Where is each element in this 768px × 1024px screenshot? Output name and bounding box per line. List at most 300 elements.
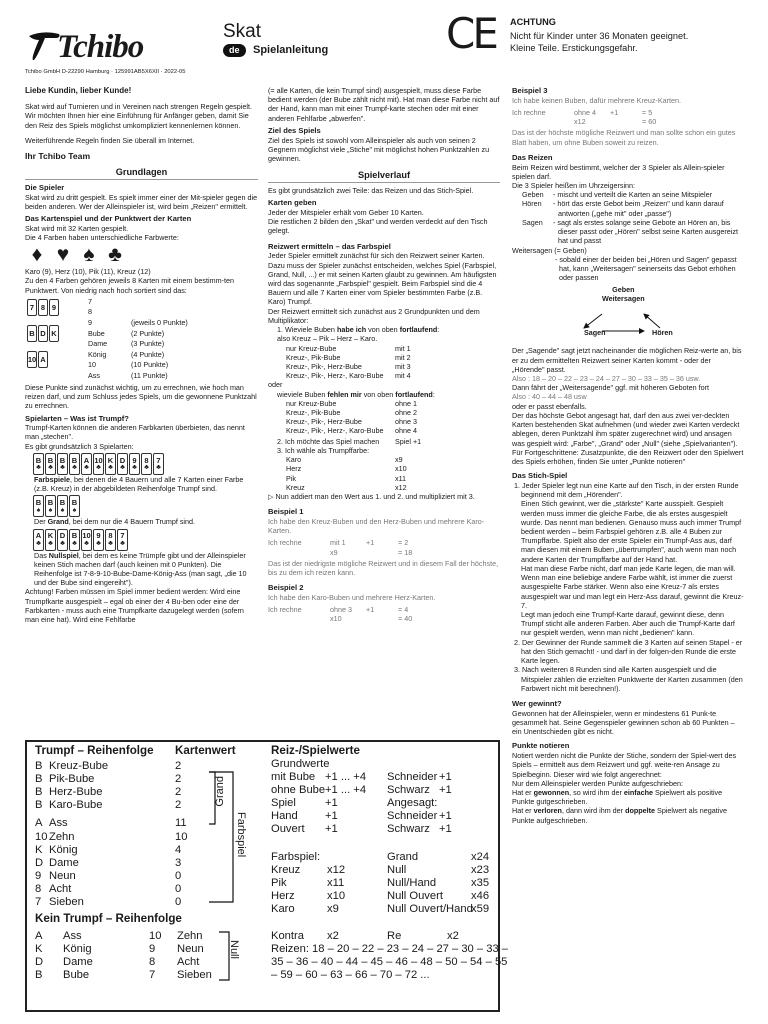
- card: [45, 495, 56, 517]
- heading-karten: Das Kartenspiel und der Punktwert der Karten: [25, 214, 192, 224]
- rank-card-points: (11 Punkte): [131, 371, 168, 380]
- heading-gewinnt: Wer gewinnt?: [512, 698, 562, 708]
- text-spieler: Skat wird zu dritt gespielt. Es spielt immer einer der Mit-spieler gegen die beiden anderen. Wer der Alleinspieler ist, wird beim „Reizen" ermittelt.: [25, 192, 258, 211]
- spiel-label-2: Null/Hand: [387, 877, 437, 890]
- card-rank: B: [59, 455, 66, 465]
- row-label: Kreuz-, Pik-, Herz-Bube: [286, 417, 362, 427]
- zusatz-value: +1: [439, 823, 452, 836]
- zusatz-label: Schneider: [387, 771, 438, 783]
- beispiel-1-calc-2: x9 = 18: [330, 547, 413, 557]
- farb-cards: [33, 453, 258, 475]
- nur-text: Nur dem Alleinspieler werden Punkte aufgeschrieben:: [512, 778, 684, 788]
- trumpf-name: Zehn: [49, 830, 75, 843]
- grundwerte-label: Grundwerte: [271, 758, 330, 770]
- beispiel-1-note: Das ist der niedrigste mögliche Reizwert und in diesem Fall der höchste, bis zu dem ich reizen kann.: [268, 558, 499, 578]
- club-icon: ♠: [72, 506, 77, 514]
- zusatz-value: +1: [439, 784, 452, 797]
- weitersagen-desc: - sobald einer der beiden bei „Hören und Sagen" gepasst hat, kann „Weitersagen" seinerseits das Gebot erhöhen oder passen: [555, 254, 737, 283]
- rank-row: [88, 350, 253, 361]
- card: [117, 453, 128, 475]
- grand-text: Der Grand, bei dem nur die 4 Bauern Trumpf sind.: [34, 517, 196, 527]
- warning-line-1: Nicht für Kinder unter 36 Monaten geeignet.: [510, 31, 689, 41]
- spiel-multiplier-2: x35: [471, 877, 490, 890]
- trumpf-value: 3: [175, 856, 182, 869]
- card: [33, 495, 44, 517]
- club-icon: ♠: [48, 506, 53, 514]
- beispiel-2-text: Ich habe den Karo-Buben und mehrere Herz-Karten.: [268, 592, 436, 602]
- kein-name-2: Acht: [177, 956, 200, 969]
- text-karten-1: Skat wird mit 32 Karten gespielt.: [25, 223, 129, 233]
- stich-1b: Einen Stich gewinnt, wer die „stärkste" Karte ausspielt. Gespielt werden muss immer die gleiche Farbe, die als erstes ausgespielt wurde. Das nennt man bedienen. Genauso muss auch immer Trumpf bedient werden – beim Farbspiel gehören z.B. alle 4 Buben zur Trumpffarbe. Spielt also der erste Spieler ein Trumpf-Ass aus, darf man diesen mit einem Buben „übertrumpfen", auch wenn man noch andere Karten der Trumpffarbe auf der Hand hat.: [521, 499, 742, 564]
- rank-row: [88, 318, 253, 329]
- rank-rows: [88, 297, 253, 382]
- sagende-text: Der „Sagende" sagt jetzt nacheinander die möglichen Reiz-werte an, bis er zu dem ermittelten Reizwert seiner Karten kommt - oder der „Hörende" passt.: [512, 346, 742, 374]
- trumpf-value: 0: [175, 896, 182, 908]
- trumpf-value: 4: [175, 843, 182, 856]
- card: [45, 453, 56, 475]
- weitersagen-label: Weitersagen (= Geben): [512, 245, 587, 255]
- intro-text: Skat wird auf Turnieren und in Vereinen nach strengen Regeln gespielt. Wir möchten Ihnen hier eine Einführung für Anfänger geben, damit Sie den Reiz des Spiels möglichst umkompliziert kennenlernen können.: [25, 102, 252, 130]
- kein-name: Dame: [63, 956, 93, 969]
- row-label: Kreuz-, Pik-, Herz-, Karo-Bube: [286, 371, 384, 381]
- beispiel-3-calc-2: x12 = 60: [574, 117, 657, 127]
- card-rank: 8: [108, 531, 113, 541]
- page-subtitle: Spielanleitung: [253, 44, 329, 56]
- card-rank: B: [71, 498, 78, 508]
- card-9: 9: [49, 299, 59, 316]
- spiel-label: Herz: [271, 890, 295, 903]
- addition-note: ▷ Nun addiert man den Wert aus 1. und 2. und multipliziert mit 3.: [268, 492, 475, 502]
- table-row: [268, 408, 500, 417]
- trumpf-letter: B: [35, 786, 43, 799]
- row-label: nur Kreuz-Bube: [286, 343, 337, 353]
- card-8: 8: [38, 299, 48, 316]
- ce-mark-icon: CE: [446, 9, 496, 58]
- text-karten-2: Die 4 Farben haben unterschiedliche Farbwerte:: [25, 232, 179, 242]
- spiel-multiplier: x9: [327, 903, 339, 916]
- spade-icon: ♠: [83, 243, 95, 267]
- imprint: Tchibo GmbH D-22290 Hamburg · 125991AB5X6XII · 2022-05: [25, 69, 186, 75]
- card-rank: 10: [94, 455, 103, 465]
- row-value: ohne 1: [395, 398, 417, 408]
- rank-card-points: (2 Punkte): [131, 328, 165, 338]
- beispiel-2-calc: Ich rechne ohne 3 +1 = 4: [268, 605, 409, 615]
- rank-card-points: (3 Punkte): [131, 339, 165, 349]
- trumpf-value: 2: [175, 786, 182, 799]
- heading-trumpf: Spielarten – Was ist Trumpf?: [25, 413, 129, 423]
- card: [93, 453, 104, 475]
- beispiel-3-heading: Beispiel 3: [512, 86, 548, 95]
- club-icon: ♣: [132, 464, 137, 472]
- role-name: Sagen: [522, 217, 543, 227]
- summary-box: Trumpf – Reihenfolge Kartenwert Reiz-/Spielwerte B Kreuz-Bube 2 B Pik-Bube 2 B Herz-Bube 2 B Karo-Bube 2 A Ass 11 10 Zehn 10 K König 4 D Dame 3 9 Neun 0 8 Acht 0 7 Sieben 0 Grand Farbspiel Kein Trumpf – Reihenfolge A Ass 10 Zehn K König 9 Neun D Dame 8 Acht B Bube 7 Sieben Null Grundwerte mit Bube +1 ... +4 Schneider +1 ohne Bube +1 ... +4 Schwarz +1 Spiel +1 Angesagt: Hand +1 Schneider +1 Ouvert +1 Schwarz +1 Farbspiel: Grand x24 Kreuz x12 Null x23 Pik x11 Null/Hand x35 Herz x10 Null Ouvert x46 Karo x9 Null Ouvert/Hand x59 Kontra x2 Re x2 Reizen: 18 – 20 – 22 – 23 – 24 – 27 – 30 – 33 – 35 – 36 – 40 – 44 – 45 – 46 – 48 – 50 – 54 – 55 – 59 – 60 – 63 – 66 – 70 – 72 ...: [25, 740, 500, 1012]
- trumpf-value: 10: [175, 830, 188, 843]
- page-title: Skat: [223, 21, 262, 42]
- row-value: x9: [395, 455, 403, 465]
- more-rules-text: Weiterführende Regeln finden Sie überall im Internet.: [25, 135, 195, 145]
- heading-ziel: Ziel des Spiels: [268, 125, 321, 135]
- card-rank: D: [119, 455, 126, 465]
- table-row: [268, 362, 500, 371]
- kein-letter: B: [35, 969, 43, 982]
- card-ass: A: [38, 351, 48, 368]
- trumpf-name: König: [49, 843, 78, 856]
- row-value: mit 2: [395, 352, 411, 362]
- table-row: [268, 426, 500, 435]
- role-desc: - mischt und verteilt die Karten an seine Mitspieler: [553, 190, 712, 200]
- stich-1d: Legt man jedoch eine Trumpf-Karte darauf, gewinnt diese, denn Trumpf sticht alle anderen Farben. Aber auch die Trumpf-Karte darf nur gespielt werden, wenn man nicht „bedienen" kann.: [521, 610, 735, 638]
- row-label: Kreuz: [286, 482, 305, 492]
- rank-row: [88, 297, 253, 308]
- ohne-heading: wieviele Buben fehlen mir von oben fortlaufend:: [277, 389, 435, 399]
- zusatz-label: Angesagt:: [387, 797, 438, 810]
- trumpf-letter: 8: [35, 882, 42, 895]
- row-label: Kreuz-, Pik-, Herz-, Karo-Bube: [286, 426, 384, 436]
- role-desc: - hört das erste Gebot beim „Reizen" und kann darauf antworten („gehe mit" oder „passe"): [553, 199, 724, 218]
- card-rank: K: [107, 455, 114, 465]
- card-rank: B: [35, 498, 42, 508]
- diagram-sagen: Sagen: [584, 328, 606, 338]
- table-row: [268, 417, 500, 426]
- role-name: Geben: [522, 190, 544, 200]
- spiel-multiplier-2: x59: [471, 903, 490, 916]
- club-icon: ♣: [48, 464, 53, 472]
- diamond-icon: ♦: [31, 243, 43, 267]
- reizwert-text-1: Jeder Spieler ermittelt zunächst für sich den Reizwert seiner Karten. Dazu muss der Spieler zunächst entscheiden, welches Spiel (Farbspiel, Grand, Null, ...) er mit seinen Karten glaubt zu gewinnen. Am häufigsten wird das sogenannte „Farbspiel" gespielt. Beim Farbspiel sind die 4 Bauern und alle 7 Karten einer vom Spieler bestimmten Farbe (z.B. Karo) Trumpf.: [268, 251, 497, 307]
- card-rank: 9: [132, 455, 137, 465]
- club-icon: ♠: [36, 506, 41, 514]
- club-icon: ♣: [72, 539, 77, 547]
- card: [69, 453, 80, 475]
- trumpf-letter: B: [35, 799, 43, 812]
- box-heading-wert: Kartenwert: [175, 744, 236, 757]
- spiel-label: Karo: [271, 903, 295, 916]
- trumpf-letter: A: [35, 817, 43, 830]
- beispiel-3-calc: Ich rechne ohne 4 +1 = 5: [512, 107, 653, 117]
- table-row: [268, 399, 500, 408]
- card-dame: D: [38, 325, 48, 342]
- card-rank: B: [47, 498, 54, 508]
- card: [81, 529, 92, 551]
- mit-heading: 1. Wieviele Buben habe ich von oben fortlaufend:: [277, 325, 440, 335]
- grundwert-label: Spiel: [271, 797, 296, 810]
- zusatz-label: Schneider: [387, 810, 438, 823]
- kein-name-2: Zehn: [177, 930, 203, 942]
- grundwert-value: +1: [325, 823, 338, 836]
- kein-letter-2: 7: [149, 969, 156, 982]
- card: [105, 453, 116, 475]
- club-icon: ♠: [60, 506, 65, 514]
- null-cards: [33, 529, 258, 551]
- farbspiel-vertical-label: Farbspiel: [235, 812, 248, 858]
- kein-name: Bube: [63, 969, 90, 982]
- rank-card-points: (jeweils 0 Punkte): [131, 318, 188, 328]
- null-text: Das Nullspiel, bei dem es keine Trümpfe gibt und der Alleinspieler keinen Stich machen darf (auch keinen mit 0 Punkten). Die Reihenfolge ist 7-8-9-10-Bube-Dame-König-Ass (man sagt, „die 10 und der Bube sind eingereiht").: [34, 550, 247, 588]
- card: [33, 453, 44, 475]
- club-icon: ♣: [156, 464, 161, 472]
- kein-name: Ass: [63, 930, 82, 942]
- spiel-label-2: Grand: [387, 851, 419, 863]
- row-label: nur Kreuz-Bube: [286, 398, 337, 408]
- grundwert-value: +1 ... +4: [325, 784, 367, 797]
- club-icon: ♣: [60, 539, 65, 547]
- card-rank: 7: [120, 531, 125, 541]
- trumpf-name: Dame: [49, 856, 79, 869]
- reizen-line-1: Reizen: 18 – 20 – 22 – 23 – 24 – 27 – 30 – 33 –: [271, 943, 508, 955]
- rank-cards: [27, 299, 77, 368]
- geben-text-1: Jeder der Mitspieler erhält vom Geber 10 Karten.: [268, 207, 424, 217]
- spiel-label: Pik: [271, 877, 287, 890]
- trumpf-name: Herz-Bube: [49, 786, 103, 799]
- column-1: [25, 86, 258, 738]
- club-icon: ♣: [84, 539, 89, 547]
- also-1: Also : 18 – 20 – 22 – 23 – 24 – 27 – 30 – 33 – 35 – 36 usw.: [512, 374, 701, 384]
- rank-card-name: Dame: [88, 339, 108, 349]
- role-row: [512, 218, 744, 246]
- card-rank: 10: [82, 531, 91, 541]
- grundwert-label: Ouvert: [271, 823, 305, 836]
- club-icon: ♣: [108, 243, 122, 267]
- grundwert-label: mit Bube: [271, 771, 316, 783]
- club-icon: ♣: [48, 539, 53, 547]
- row-value: x12: [395, 482, 407, 492]
- reizen-line-2: 35 – 36 – 40 – 44 – 45 – 46 – 48 – 50 – 54 – 55: [271, 956, 508, 968]
- trumpf-letter: K: [35, 843, 43, 856]
- mit-example: also Kreuz – Pik – Herz – Karo.: [277, 334, 378, 344]
- rank-row: [88, 360, 253, 371]
- table-row: [268, 371, 500, 380]
- spiel-label-2: Null Ouvert: [387, 890, 443, 903]
- rank-card-name: Ass: [88, 371, 100, 380]
- trumpf-letter: B: [35, 773, 43, 786]
- brand-name: Tchibo: [57, 29, 144, 65]
- spiel-label: Farbspiel:: [271, 851, 321, 863]
- brand-logo: [25, 24, 195, 64]
- heading-geben: Karten geben: [268, 198, 317, 208]
- trumpf-name: Pik-Bube: [49, 773, 95, 786]
- rank-card-name: 10: [88, 360, 96, 370]
- trumpf-value: 2: [175, 799, 182, 812]
- stich-1c: Hat man diese Farbe nicht, darf man jede Karte legen, die man will. Wenn man eine beliebige andere Farbe wählt, ist immer die zuerst ausgespielte Farbe stärker. Wenn also eine Kreuz-7 als erstes ausgespielt war und man legt ein Herz-Ass darauf, gewinnt die Kreuz-7.: [521, 563, 744, 610]
- spiel-label-2: Null Ouvert/Hand: [387, 903, 473, 916]
- trumpf-value: 2: [175, 760, 182, 772]
- beispiel-2-calc-2: x10 = 40: [330, 614, 413, 624]
- section-spielverlauf: Spielverlauf: [268, 170, 500, 183]
- trumpffarbe-rows: [268, 455, 500, 492]
- diagram-geben: Geben Weitersagen: [602, 285, 645, 304]
- mit-rows: [268, 344, 500, 381]
- table-row: [268, 474, 500, 483]
- column-3: [512, 86, 744, 1024]
- row-value: ohne 3: [395, 417, 417, 427]
- heading-reizwert: Reizwert ermitteln – das Farbspiel: [268, 241, 391, 251]
- reiz-diagram: [512, 284, 744, 342]
- reizen-text-2: Die 3 Spieler heißen im Uhrzeigersinn:: [512, 180, 636, 190]
- role-row: [512, 199, 744, 217]
- oder-label: oder: [268, 380, 283, 390]
- row-value: x11: [395, 473, 407, 483]
- row-label: Pik: [286, 473, 296, 483]
- notieren-text: Notiert werden nicht die Punkte der Stiche, sondern der Spiel-wert des Spiels – ermittelt aus dem Reizwert und ggf. weite-ren Ansage zu Spielbeginn. Dieser wird wie folgt angerechnet:: [512, 751, 737, 779]
- box-heading-kein: Kein Trumpf – Reihenfolge: [35, 912, 182, 925]
- beispiel-2-heading: Beispiel 2: [268, 583, 304, 593]
- trumpf-text-2: Es gibt grundsätzlich 3 Spielarten:: [25, 441, 134, 451]
- card-rank: A: [35, 531, 42, 541]
- club-icon: ♣: [108, 464, 113, 472]
- ranking-text: Zu den 4 Farben gehören jeweils 8 Karten mit einem bestimm-ten Punktwert. Von niedrig nach hoch sortiert sind das:: [25, 276, 234, 295]
- passt-text: oder er passt ebenfalls.: [512, 401, 587, 411]
- card-rank: B: [35, 455, 42, 465]
- kein-letter: K: [35, 943, 43, 956]
- card: [141, 453, 152, 475]
- beispiel-1-text: Ich habe den Kreuz-Buben und den Herz-Buben und mehrere Karo-Karten.: [268, 516, 485, 536]
- club-icon: ♣: [72, 464, 77, 472]
- verlauf-text: Es gibt grundsätzlich zwei Teile: das Reizen und das Stich-Spiel.: [268, 186, 474, 196]
- club-icon: ♣: [96, 539, 101, 547]
- rank-row: [88, 307, 253, 318]
- table-row: [268, 483, 500, 492]
- warning-title: ACHTUNG: [510, 17, 556, 27]
- trumpf-letter: 9: [35, 869, 42, 882]
- grundwert-value: +1 ... +4: [325, 771, 367, 783]
- trumpf-letter: 7: [35, 896, 42, 908]
- kein-letter-2: 10: [149, 930, 162, 942]
- trumpf-text-1: Trumpf-Karten können die anderen Farbkarten überbieten, das nennt man „stechen".: [25, 423, 245, 442]
- card: [117, 529, 128, 551]
- card: [69, 495, 80, 517]
- verloren-text: Hat er verloren, dann wird ihm der doppelte Spielwert als negative Punkte aufgeschrieben.: [512, 806, 727, 825]
- card: [105, 529, 116, 551]
- table-row: [268, 344, 500, 353]
- card: [33, 529, 44, 551]
- card-rank: 9: [96, 531, 101, 541]
- club-icon: ♣: [60, 464, 65, 472]
- heading-spieler: Die Spieler: [25, 182, 65, 192]
- club-icon: ♣: [36, 464, 41, 472]
- gewonnen-text: Hat er gewonnen, so wird ihm der einfache Spielwert als positive Punkte gutgeschrieben.: [512, 787, 723, 807]
- beispiel-3-text: Ich habe keinen Buben, dafür mehrere Kreuz-Karten.: [512, 95, 682, 105]
- also-2: Also : 40 – 44 – 48 usw: [512, 392, 587, 402]
- signature-team: Ihr Tchibo Team: [25, 151, 91, 162]
- row-value: ohne 4: [395, 426, 417, 436]
- trumpf-value: 0: [175, 882, 182, 895]
- spiel-multiplier-2: x23: [471, 864, 490, 877]
- rank-card-name: 8: [88, 307, 92, 317]
- hoechste-text: Der das höchste Gebot angesagt hat, darf den aus zwei ver-deckten Karten bestehenden Skat aufnehmen (und wieder zwei Karten verdeckt ablegen, deren Punktzahl ihm später zugerechnet wird) und ansagen was gespielt wird: „Farbe", „Grand" oder „Null" (siehe „Spielvarianten").: [512, 410, 740, 448]
- trumpf-name: Kreuz-Bube: [49, 760, 109, 772]
- card-rank: D: [59, 531, 66, 541]
- row-label: Herz: [286, 464, 302, 474]
- diagram-hoeren: Hören: [652, 328, 673, 338]
- row-value: mit 1: [395, 343, 411, 353]
- card: [57, 453, 68, 475]
- club-icon: ♣: [84, 464, 89, 472]
- geben-text-2: Die restlichen 2 bilden den „Skat" und werden verdeckt auf den Tisch gelegt.: [268, 217, 488, 236]
- zusatz-label: Schwarz: [387, 784, 430, 797]
- club-icon: ♣: [96, 464, 101, 472]
- table-row: [268, 455, 500, 464]
- greeting: Liebe Kundin, lieber Kunde!: [25, 86, 132, 95]
- card: [153, 453, 164, 475]
- gewinnt-text: Gewonnen hat der Alleinspieler, wenn er mindestens 61 Punk-te gesammelt hat. Seine Gegenspieler gewinnen schon ab 60 Punkten – ein Unentschieden gibt es nicht.: [512, 708, 735, 737]
- card: [45, 529, 56, 551]
- spiel-label: Kreuz: [271, 864, 301, 877]
- reizen-text-1: Beim Reizen wird bestimmt, welcher der 3 Spieler als Allein-spieler spielen darf.: [512, 162, 725, 181]
- trumpf-name: Neun: [49, 869, 76, 882]
- card-7: 7: [27, 299, 37, 316]
- card: [57, 529, 68, 551]
- beispiel-3-note: Das ist der höchste mögliche Reizwert und man sollte schon ein gutes Blatt haben, um ohne Buben soweit zu reizen.: [512, 128, 736, 147]
- ohne-rows: [268, 399, 500, 436]
- card: [81, 453, 92, 475]
- card-rank: B: [59, 498, 66, 508]
- rank-row: [88, 371, 253, 382]
- club-icon: ♣: [120, 539, 125, 547]
- kein-name-2: Sieben: [177, 969, 212, 982]
- kein-letter: A: [35, 930, 43, 942]
- language-badge: de: [223, 44, 246, 57]
- rank-card-points: (10 Punkte): [131, 360, 169, 370]
- spiel-multiplier-2: x46: [471, 890, 490, 903]
- row-label: Kreuz-, Pik-, Herz-Bube: [286, 361, 362, 371]
- trumpf-name: Ass: [49, 817, 68, 830]
- card: [69, 529, 80, 551]
- grundwert-value: +1: [325, 797, 338, 810]
- grand-cards: [33, 495, 258, 517]
- card-10: 10: [27, 351, 37, 368]
- club-icon: ♣: [144, 464, 149, 472]
- card-rank: B: [71, 531, 78, 541]
- rank-card-name: 7: [88, 296, 92, 306]
- trumpf-value: 11: [175, 817, 187, 830]
- warning-line-2: Kleine Teile. Erstickungsgefahr.: [510, 43, 638, 53]
- card-rank: 7: [156, 455, 161, 465]
- spiel-multiplier: x10: [327, 890, 346, 903]
- club-icon: ♣: [36, 539, 41, 547]
- card-koenig: K: [49, 325, 59, 342]
- column-2: [268, 86, 500, 738]
- reizen-line-3: – 59 – 60 – 63 – 66 – 70 – 72 ...: [271, 969, 430, 981]
- grundwert-label: ohne Bube: [271, 784, 326, 797]
- section-grundlagen: Grundlagen: [25, 167, 258, 180]
- trumpf-letter: B: [35, 760, 43, 772]
- club-icon: ♣: [108, 539, 113, 547]
- table-row: [268, 353, 500, 362]
- suit-symbols: [25, 244, 258, 265]
- grundwert-value: +1: [325, 810, 338, 823]
- trumpf-value: 2: [175, 773, 182, 786]
- zusatz-label: Schwarz: [387, 823, 430, 836]
- card-rank: B: [71, 455, 78, 465]
- card-rank: A: [83, 455, 90, 465]
- rank-row: [88, 339, 253, 350]
- trumpf-name: Acht: [49, 882, 72, 895]
- role-rows: [512, 190, 744, 245]
- fortgeschrittene-text: Für Fortgeschrittene: Zusatzpunkte, die den Reizwert oder den Spielwert des Spiels erhöhen, finden Sie unter „Punkte notieren": [512, 447, 744, 466]
- card: [93, 529, 104, 551]
- trumpffarbe-heading: 3. Ich wähle als Trumpffarbe:: [277, 445, 370, 455]
- box-heading-trumpf: Trumpf – Reihenfolge: [35, 744, 154, 757]
- dann-text: Dann fährt der „Weitersagende" ggf. mit höheren Geboten fort: [512, 383, 709, 393]
- rank-table: [25, 297, 258, 383]
- role-name: Hören: [522, 199, 542, 209]
- rank-card-points: (4 Punkte): [131, 349, 165, 359]
- achtung-text: Achtung! Farben müssen im Spiel immer bedient werden: Wird eine Trumpfkarte ausgespielt – egal ob einer der 4 Bu-ben oder eine der Farbkarten - muss auch eine Trumpfkarte dazugelegt werden (sofern man eine hat). Wird eine Fehlfarbe: [25, 587, 244, 625]
- role-row: [512, 190, 744, 199]
- row-label: Kreuz-, Pik-Bube: [286, 408, 341, 418]
- grundwert-label: Hand: [271, 810, 298, 823]
- spiel-multiplier: x12: [327, 864, 346, 877]
